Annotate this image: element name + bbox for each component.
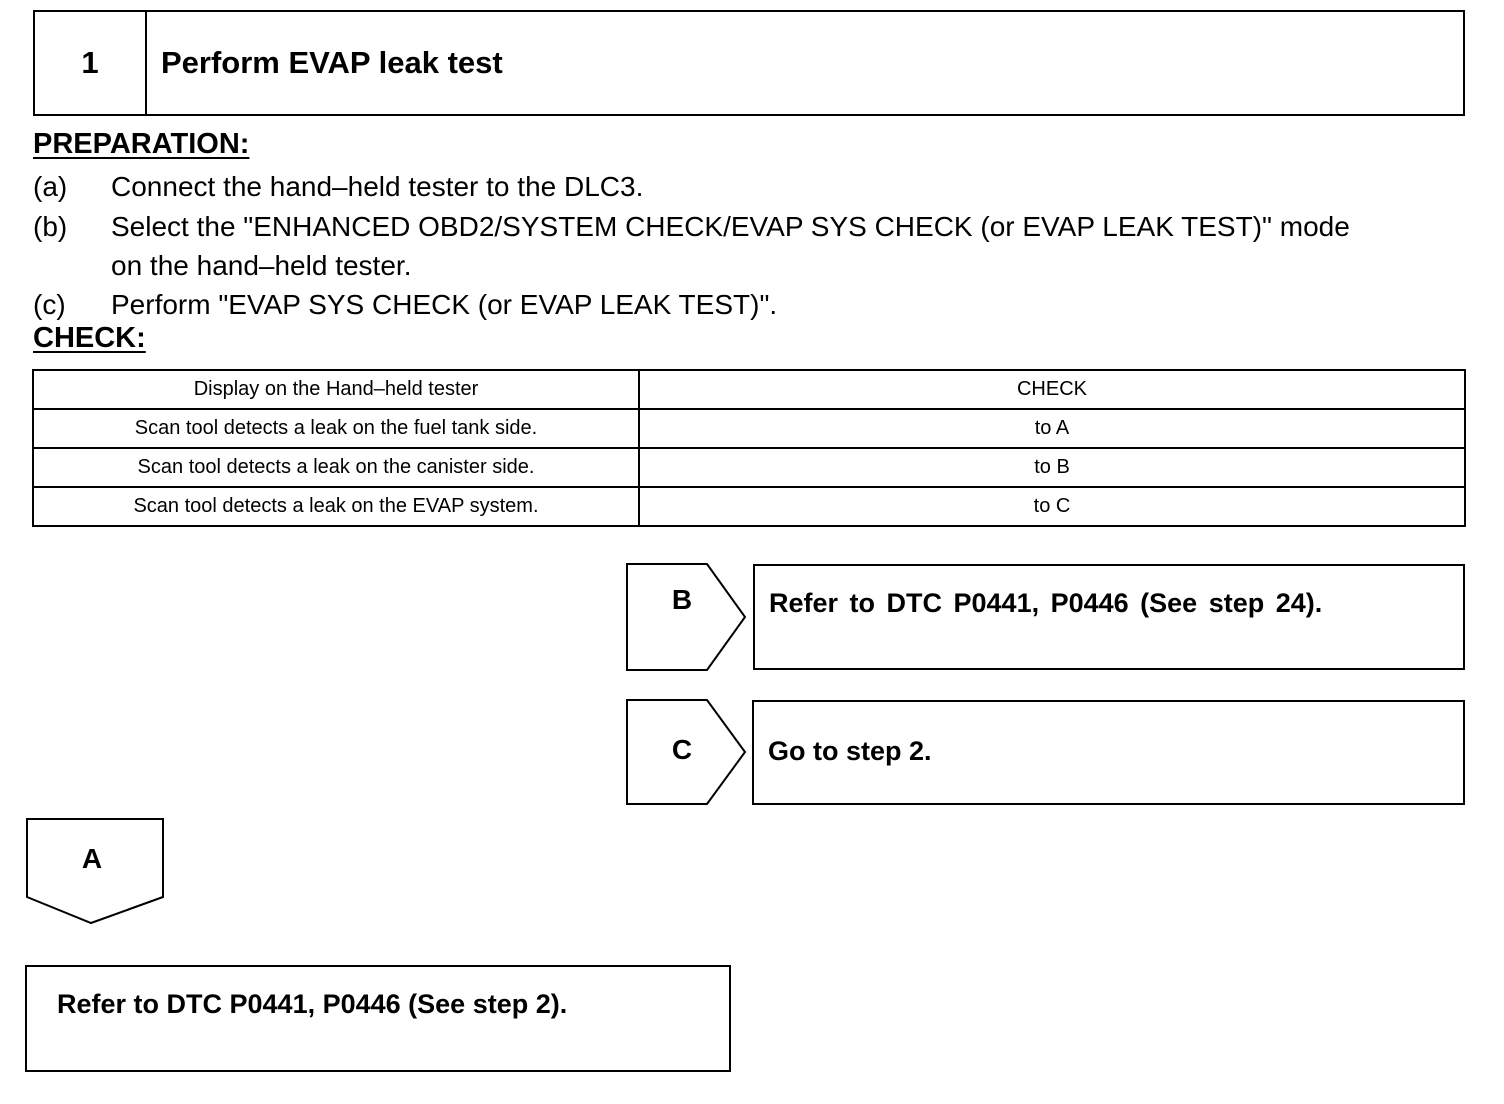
table-row xyxy=(33,487,1465,526)
prep-letter: (c) xyxy=(33,289,66,320)
check-table xyxy=(32,369,1466,527)
result-a-text: Refer to DTC P0441, P0446 (See step 2). xyxy=(57,989,568,1019)
result-a-label: A xyxy=(81,843,103,874)
result-c-label: C xyxy=(671,734,693,765)
result-b-label: B xyxy=(671,584,693,615)
table-header-row xyxy=(33,370,1465,409)
prep-item-a xyxy=(33,167,1473,206)
result-c-box xyxy=(752,700,1465,805)
table-cell: Scan tool detects a leak on the fuel tank side. xyxy=(33,409,639,448)
prep-text: Select the "ENHANCED OBD2/SYSTEM CHECK/EVAP SYS CHECK (or EVAP LEAK TEST)" mode xyxy=(111,211,1350,242)
prep-text-continued: on the hand–held tester. xyxy=(111,250,412,281)
step-header xyxy=(33,10,1465,116)
prep-item-b xyxy=(33,207,1473,285)
prep-letter: (a) xyxy=(33,171,68,202)
table-cell: to B xyxy=(639,448,1465,487)
prep-letter: (b) xyxy=(33,211,68,242)
result-a-box xyxy=(25,965,731,1072)
column-header: CHECK xyxy=(639,370,1465,409)
column-header: Display on the Hand–held tester xyxy=(33,370,639,409)
result-b-box xyxy=(753,564,1465,670)
table-cell: Scan tool detects a leak on the EVAP system. xyxy=(33,487,639,526)
table-cell: to A xyxy=(639,409,1465,448)
result-c-text: Go to step 2. xyxy=(768,736,932,766)
table-row xyxy=(33,448,1465,487)
table-cell: Scan tool detects a leak on the canister side. xyxy=(33,448,639,487)
result-b-arrow xyxy=(625,562,749,672)
table-row xyxy=(33,409,1465,448)
prep-text: Connect the hand–held tester to the DLC3. xyxy=(111,171,644,202)
step-title: Perform EVAP leak test xyxy=(161,45,503,80)
preparation-heading: PREPARATION: xyxy=(33,128,250,160)
table-cell: to C xyxy=(639,487,1465,526)
result-b-text: Refer to DTC P0441, P0446 (See step 24). xyxy=(769,588,1323,618)
check-heading: CHECK: xyxy=(33,322,146,354)
prep-text: Perform "EVAP SYS CHECK (or EVAP LEAK TEST)". xyxy=(111,289,778,320)
step-number: 1 xyxy=(35,12,147,114)
prep-item-c xyxy=(33,285,1473,324)
